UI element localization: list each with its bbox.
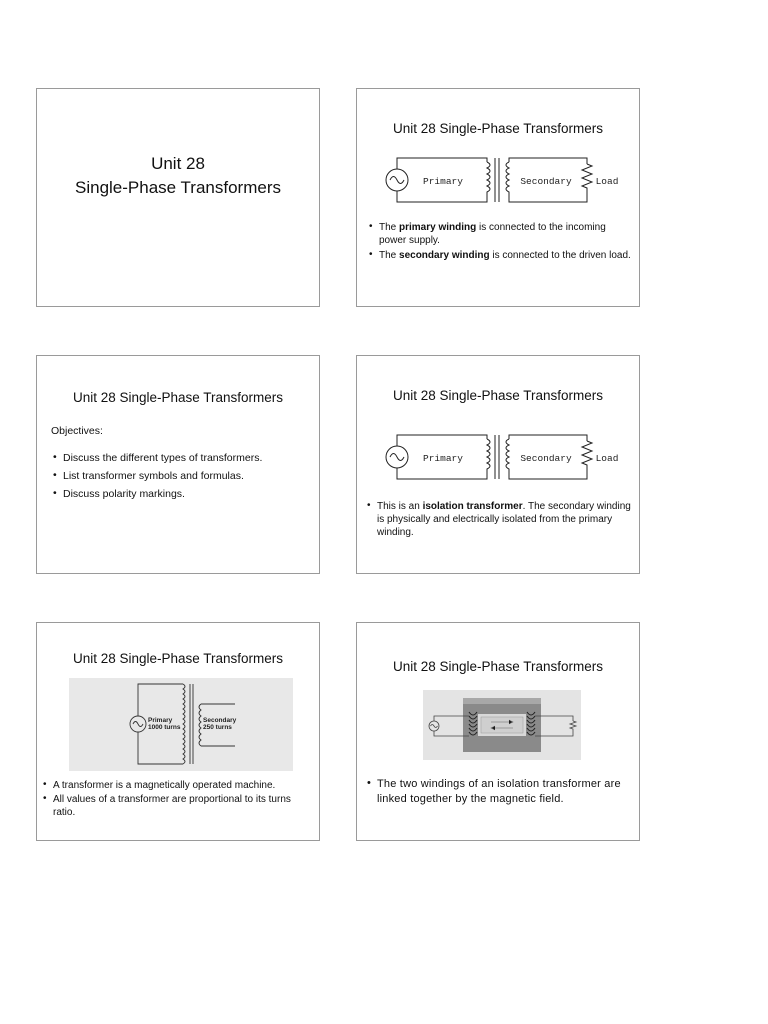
bullet-list — [43, 779, 315, 820]
slide-title: Unit 28 Single-Phase Transformers — [392, 388, 604, 403]
slide-2 — [356, 88, 640, 307]
slide-title: Unit 28 Single-Phase Transformers — [72, 651, 284, 666]
slide-title: Unit 28 Single-Phase Transformers — [72, 390, 284, 405]
primary-turns: 1000 turns — [148, 724, 181, 731]
bullet-item: • This is an isolation transformer. The secondary winding is physically and electrically isolated from the primary winding. — [367, 500, 633, 539]
slide-title: Unit 28 Single-Phase Transformers — [392, 659, 604, 674]
primary-label: Primary — [148, 717, 173, 724]
objective-item: • Discuss the different types of transformers. — [53, 452, 313, 465]
secondary-turns: 250 turns — [203, 724, 232, 731]
secondary-label: Secondary — [520, 176, 572, 187]
bullet-list — [367, 777, 637, 809]
title-unit: Unit 28 — [151, 154, 205, 173]
bullet-item: • The primary winding is connected to the incoming power supply. — [369, 221, 631, 247]
secondary-label: Secondary — [203, 717, 237, 724]
title-slide-heading — [37, 152, 319, 200]
objective-item: • Discuss polarity markings. — [53, 488, 313, 501]
isolation-transformer-illustration — [423, 690, 581, 760]
transformer-core — [463, 698, 541, 752]
slide-5 — [36, 622, 320, 841]
bullet-item: • The secondary winding is connected to the driven load. — [369, 249, 631, 262]
bullet-list — [369, 221, 631, 264]
load-label: Load — [595, 176, 619, 187]
objective-item: • List transformer symbols and formulas. — [53, 470, 313, 483]
slide-6 — [356, 622, 640, 841]
turns-ratio-diagram — [69, 678, 293, 771]
objectives-label: Objectives: — [51, 425, 103, 437]
bullet-list — [367, 500, 633, 541]
bullet-item: • The two windings of an isolation transformer are linked together by the magnetic field. — [367, 777, 637, 807]
load-label: Load — [595, 453, 619, 464]
primary-label: Primary — [423, 453, 463, 464]
secondary-label: Secondary — [520, 453, 572, 464]
transformer-schematic — [383, 432, 625, 482]
transformer-schematic — [383, 155, 625, 205]
slide-title: Unit 28 Single-Phase Transformers — [392, 121, 604, 136]
bullet-item: • A transformer is a magnetically operated machine. — [43, 779, 315, 792]
objectives-list — [53, 452, 313, 506]
primary-label: Primary — [423, 176, 463, 187]
bullet-item: • All values of a transformer are proportional to its turns ratio. — [43, 793, 315, 819]
title-subject: Single-Phase Transformers — [75, 178, 281, 197]
slide-3 — [36, 355, 320, 574]
slide-4 — [356, 355, 640, 574]
slide-1 — [36, 88, 320, 307]
